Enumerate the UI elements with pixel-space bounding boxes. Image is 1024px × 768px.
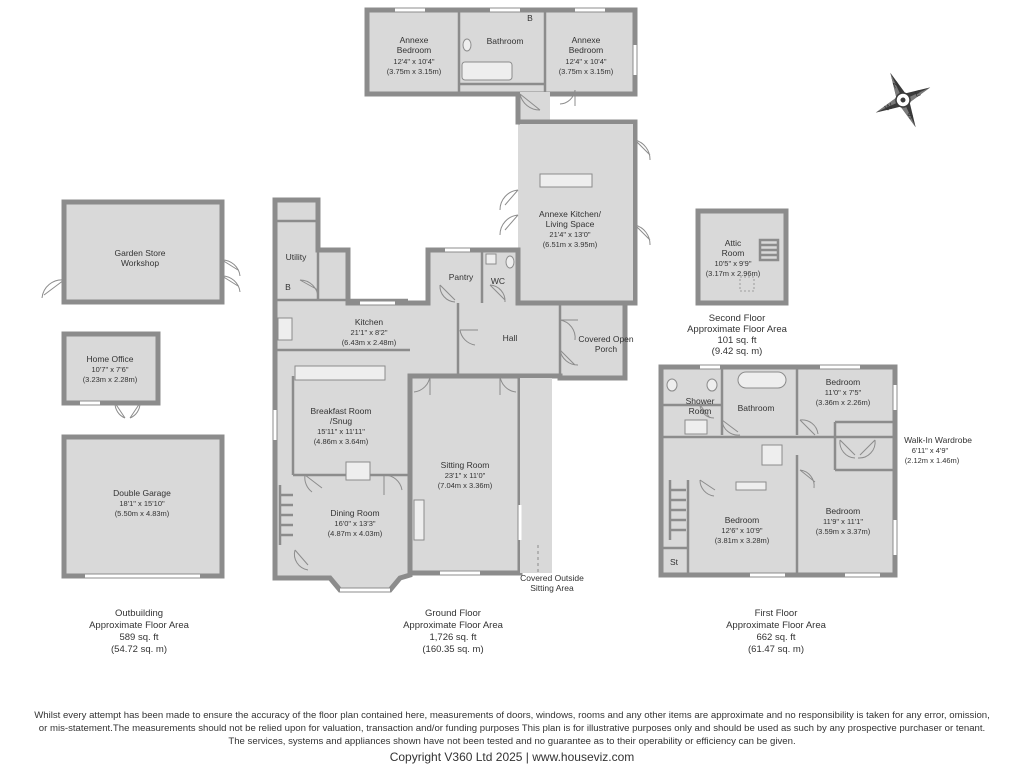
disclaimer-line: Whilst every attempt has been made to ensure the accuracy of the floor plan contained here, measurements of doors, windows, rooms and any other items are approximate and no responsibility is taken for any error, omission, xyxy=(34,710,990,721)
room-name: Sitting Area xyxy=(530,583,574,593)
room-label-dining-room xyxy=(328,508,383,538)
room-dimensions: 10'5" x 9'9" xyxy=(714,259,752,268)
room-label-shower-room xyxy=(686,396,715,416)
room-name: Bedroom xyxy=(825,377,861,387)
ground-floor-area-caption xyxy=(403,608,504,655)
room-name: Annexe xyxy=(399,35,429,45)
room-name: Bedroom xyxy=(724,515,760,525)
room-label-wc xyxy=(491,276,505,286)
room-name: Covered Open xyxy=(578,334,634,344)
room-label-garden-store xyxy=(114,248,165,268)
room-dimensions: (3.23m x 2.28m) xyxy=(82,375,138,384)
room-dimensions: 10'7" x 7'6" xyxy=(91,365,129,374)
room-name: Bedroom xyxy=(568,45,604,55)
room-dimensions: (3.59m x 3.37m) xyxy=(815,527,871,536)
room-dimensions: 15'11" x 11'11" xyxy=(317,427,365,436)
compass-w: W xyxy=(883,101,895,113)
stairs-ground xyxy=(280,485,293,545)
floor-area-sqft: 1,726 sq. ft xyxy=(429,632,477,643)
room-name: Garden Store xyxy=(114,248,166,258)
room-dimensions: (3.36m x 2.26m) xyxy=(815,398,871,407)
room-label-hall xyxy=(503,333,518,343)
floor-area-sqft: 589 sq. ft xyxy=(119,632,159,643)
disclaimer-line: The services, systems and appliances shown have not been tested and no guarantee as to their operability or efficiency can be given. xyxy=(228,736,796,747)
compass-n: N xyxy=(891,79,901,91)
room-dimensions: (4.87m x 4.03m) xyxy=(327,529,383,538)
floor-area-sqft: 101 sq. ft xyxy=(717,335,757,346)
outbuilding-area-caption xyxy=(89,608,190,655)
room-name: Attic xyxy=(724,238,742,248)
floor-title: First Floor xyxy=(754,608,798,619)
room-dimensions: (7.04m x 3.36m) xyxy=(437,481,493,490)
floor-title: Outbuilding xyxy=(114,608,164,619)
room-name: Annexe xyxy=(571,35,601,45)
disclaimer-text xyxy=(0,709,1024,748)
room-name: Living Space xyxy=(545,219,595,229)
room-dimensions: (6.43m x 2.48m) xyxy=(341,338,397,347)
room-name: St xyxy=(669,557,679,567)
room-name: Kitchen xyxy=(354,317,384,327)
room-dimensions: 12'4" x 10'4" xyxy=(393,57,435,66)
room-label-pantry xyxy=(449,272,474,282)
room-name: Covered Outside xyxy=(520,573,584,583)
room-label-sitting-room xyxy=(438,460,493,490)
room-name: Sitting Room xyxy=(440,460,490,470)
room-dimensions: 12'6" x 10'9" xyxy=(721,526,763,535)
room-name: Hall xyxy=(502,333,518,343)
compass-rose xyxy=(863,60,943,140)
room-name: Home Office xyxy=(86,354,134,364)
floor-area-label: Approximate Floor Area xyxy=(89,620,189,631)
room-dimensions: (2.12m x 1.46m) xyxy=(904,456,960,465)
floor-area-sqft: 662 sq. ft xyxy=(756,632,796,643)
floor-area-sqm: (54.72 sq. m) xyxy=(111,644,167,655)
floor-area-sqm: (160.35 sq. m) xyxy=(422,644,484,655)
room-name: Bathroom xyxy=(486,36,524,46)
room-dimensions: 11'0" x 7'5" xyxy=(824,388,862,397)
room-label-covered-outside xyxy=(520,573,584,593)
disclaimer-line: or mis-statement.The measurements should not be relied upon for valuation, transaction and/or funding purposes This plan is for illustrative purposes only and should be used as such by any prospective purchaser or tenant. xyxy=(38,723,986,734)
room-dimensions: 21'4" x 13'0" xyxy=(549,230,591,239)
room-name: Workshop xyxy=(120,258,160,268)
room-dimensions: (4.86m x 3.64m) xyxy=(313,437,369,446)
first-floor-area-caption xyxy=(726,608,827,655)
room-name: Walk-In Wardrobe xyxy=(904,435,972,445)
room-dimensions: 18'1" x 15'10" xyxy=(119,499,165,508)
compass-e: E xyxy=(913,88,923,99)
floor-area-label: Approximate Floor Area xyxy=(726,620,826,631)
room-name: Room xyxy=(721,248,745,258)
room-dimensions: (5.50m x 4.83m) xyxy=(114,509,170,518)
compass-s: S xyxy=(906,110,915,122)
room-name: Pantry xyxy=(448,272,474,282)
room-label-double-garage xyxy=(113,488,171,518)
room-name: Bedroom xyxy=(396,45,432,55)
room-name: WC xyxy=(490,276,506,286)
room-dimensions: (6.51m x 3.95m) xyxy=(542,240,598,249)
room-name: Dining Room xyxy=(330,508,380,518)
room-dimensions: (3.75m x 3.15m) xyxy=(558,67,614,76)
room-name: Porch xyxy=(594,344,618,354)
room-name: Bedroom xyxy=(825,506,861,516)
room-dimensions: 23'1" x 11'0" xyxy=(444,471,486,480)
floor-area-sqm: (61.47 sq. m) xyxy=(748,644,804,655)
room-name: Utility xyxy=(285,252,307,262)
floor-area-sqm: (9.42 sq. m) xyxy=(711,346,763,357)
room-dimensions: 16'0" x 13'3" xyxy=(334,519,376,528)
room-name: /Snug xyxy=(329,416,353,426)
floor-title: Ground Floor xyxy=(425,608,481,619)
room-name: Bathroom xyxy=(737,403,775,413)
room-dimensions: (3.17m x 2.96m) xyxy=(705,269,761,278)
room-label-bathroom-first xyxy=(738,403,775,413)
floor-title: Second Floor xyxy=(708,313,766,324)
room-label-walk-in-wardrobe xyxy=(904,435,972,465)
room-name: Room xyxy=(688,406,712,416)
room-name: Annexe Kitchen/ xyxy=(539,209,601,219)
room-dimensions: 12'4" x 10'4" xyxy=(565,57,607,66)
second-floor-area-caption xyxy=(687,313,788,357)
boiler-marker: B xyxy=(527,13,533,23)
floor-area-label: Approximate Floor Area xyxy=(403,620,503,631)
floor-area-label: Approximate Floor Area xyxy=(687,324,787,335)
room-dimensions: 11'9" x 11'1" xyxy=(822,517,864,526)
room-dimensions: 21'1" x 8'2" xyxy=(350,328,388,337)
room-label-store xyxy=(670,557,679,567)
room-dimensions: (3.75m x 3.15m) xyxy=(386,67,442,76)
boiler-marker: B xyxy=(285,282,291,292)
room-dimensions: (3.81m x 3.28m) xyxy=(714,536,770,545)
room-dimensions: 6'11" x 4'9" xyxy=(911,446,949,455)
copyright-notice: Copyright V360 Ltd 2025 | www.houseviz.com xyxy=(389,750,635,764)
room-name: Breakfast Room xyxy=(310,406,372,416)
room-name: Double Garage xyxy=(113,488,171,498)
room-name: Shower xyxy=(685,396,715,406)
